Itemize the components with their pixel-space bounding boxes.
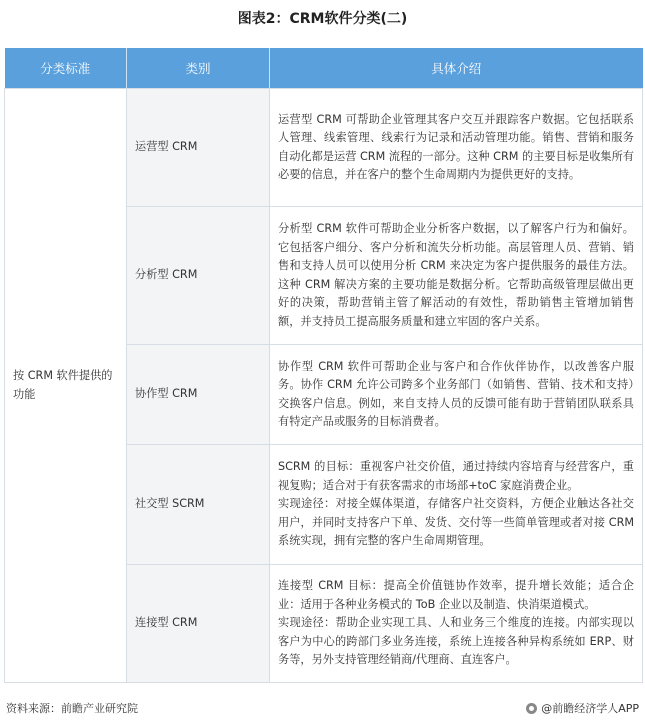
category-cell: 分析型 CRM xyxy=(127,207,270,345)
description-cell xyxy=(270,445,643,565)
description-cell xyxy=(270,345,643,445)
brand-logo-icon xyxy=(526,703,537,714)
description-cell xyxy=(270,565,643,683)
description-paragraph: 运营型 CRM 可帮助企业管理其客户交互并跟踪客户数据。它包括联系人管理、线索管理、线索行为记录和活动管理功能。销售、营销和服务自动化都是运营 CRM 流程的一部分。这种 CRM 的主要目标是收集所有必要的信息，并在客户的整个生命周期内为提供更好的支持。 xyxy=(278,112,634,181)
category-cell: 运营型 CRM xyxy=(127,89,270,207)
description-paragraph: 实现途径：对接全媒体渠道，存储客户社交资料，方便企业触达各社交用户，并同时支持客户下单、发货、交付等一些简单管理或者对接 CRM 系统实现，拥有完整的客户生命周期管理。 xyxy=(278,497,634,548)
header-standard: 分类标准 xyxy=(5,48,127,89)
category-cell: 连接型 CRM xyxy=(127,565,270,683)
table-header-row xyxy=(5,48,643,89)
page-title: 图表2：CRM软件分类(二) xyxy=(237,11,408,27)
crm-classification-table xyxy=(4,48,643,683)
description-cell xyxy=(270,89,643,207)
brand-mark xyxy=(526,700,639,716)
description-cell xyxy=(270,207,643,345)
header-category: 类别 xyxy=(127,48,270,89)
table-row xyxy=(5,89,643,207)
description-paragraph: 分析型 CRM 软件可帮助企业分析客户数据，以了解客户行为和偏好。它包括客户细分、客户分析和流失分析功能。高层管理人员、营销、销售和支持人员可以使用分析 CRM 来决定为客户提供服务的最佳方法。这种 CRM 解决方案的主要功能是数据分析。它帮助高级管理层做出更好的决策，帮助营销主管了解活动的有效性，帮助销售主管增加销售额，并支持员工提高服务质量和建立牢固的客户关系。 xyxy=(278,222,634,328)
description-paragraph: 协作型 CRM 软件可帮助企业与客户和合作伙伴协作，以改善客户服务。协作 CRM 允许公司跨多个业务部门（如销售、营销、技术和支持）交换客户信息。例如，来自支持人员的反馈可能有助于营销团队联系具有特定产品或服务的目标消费者。 xyxy=(278,359,634,428)
brand-text: @前瞻经济学人APP xyxy=(541,702,639,715)
source-note: 资料来源：前瞻产业研究院 xyxy=(6,702,138,715)
header-description: 具体介绍 xyxy=(270,48,643,89)
category-cell: 协作型 CRM xyxy=(127,345,270,445)
description-paragraph: 连接型 CRM 目标：提高全价值链协作效率，提升增长效能；适合企业：适用于各种业务模式的 ToB 企业以及制造、快消渠道模式。 xyxy=(278,579,634,611)
classification-standard: 按 CRM 软件提供的功能 xyxy=(5,89,127,683)
category-cell: 社交型 SCRM xyxy=(127,445,270,565)
description-paragraph: SCRM 的目标：重视客户社交价值，通过持续内容培育与经营客户，重视复购；适合对于有获客需求的市场部+toC 家庭消费企业。 xyxy=(278,460,634,492)
description-paragraph: 实现途径：帮助企业实现工具、人和业务三个维度的连接。内部实现以客户为中心的跨部门多业务连接，系统上连接各种异构系统如 ERP、财务等，另外支持管理经销商/代理商、直连客户。 xyxy=(278,616,634,667)
